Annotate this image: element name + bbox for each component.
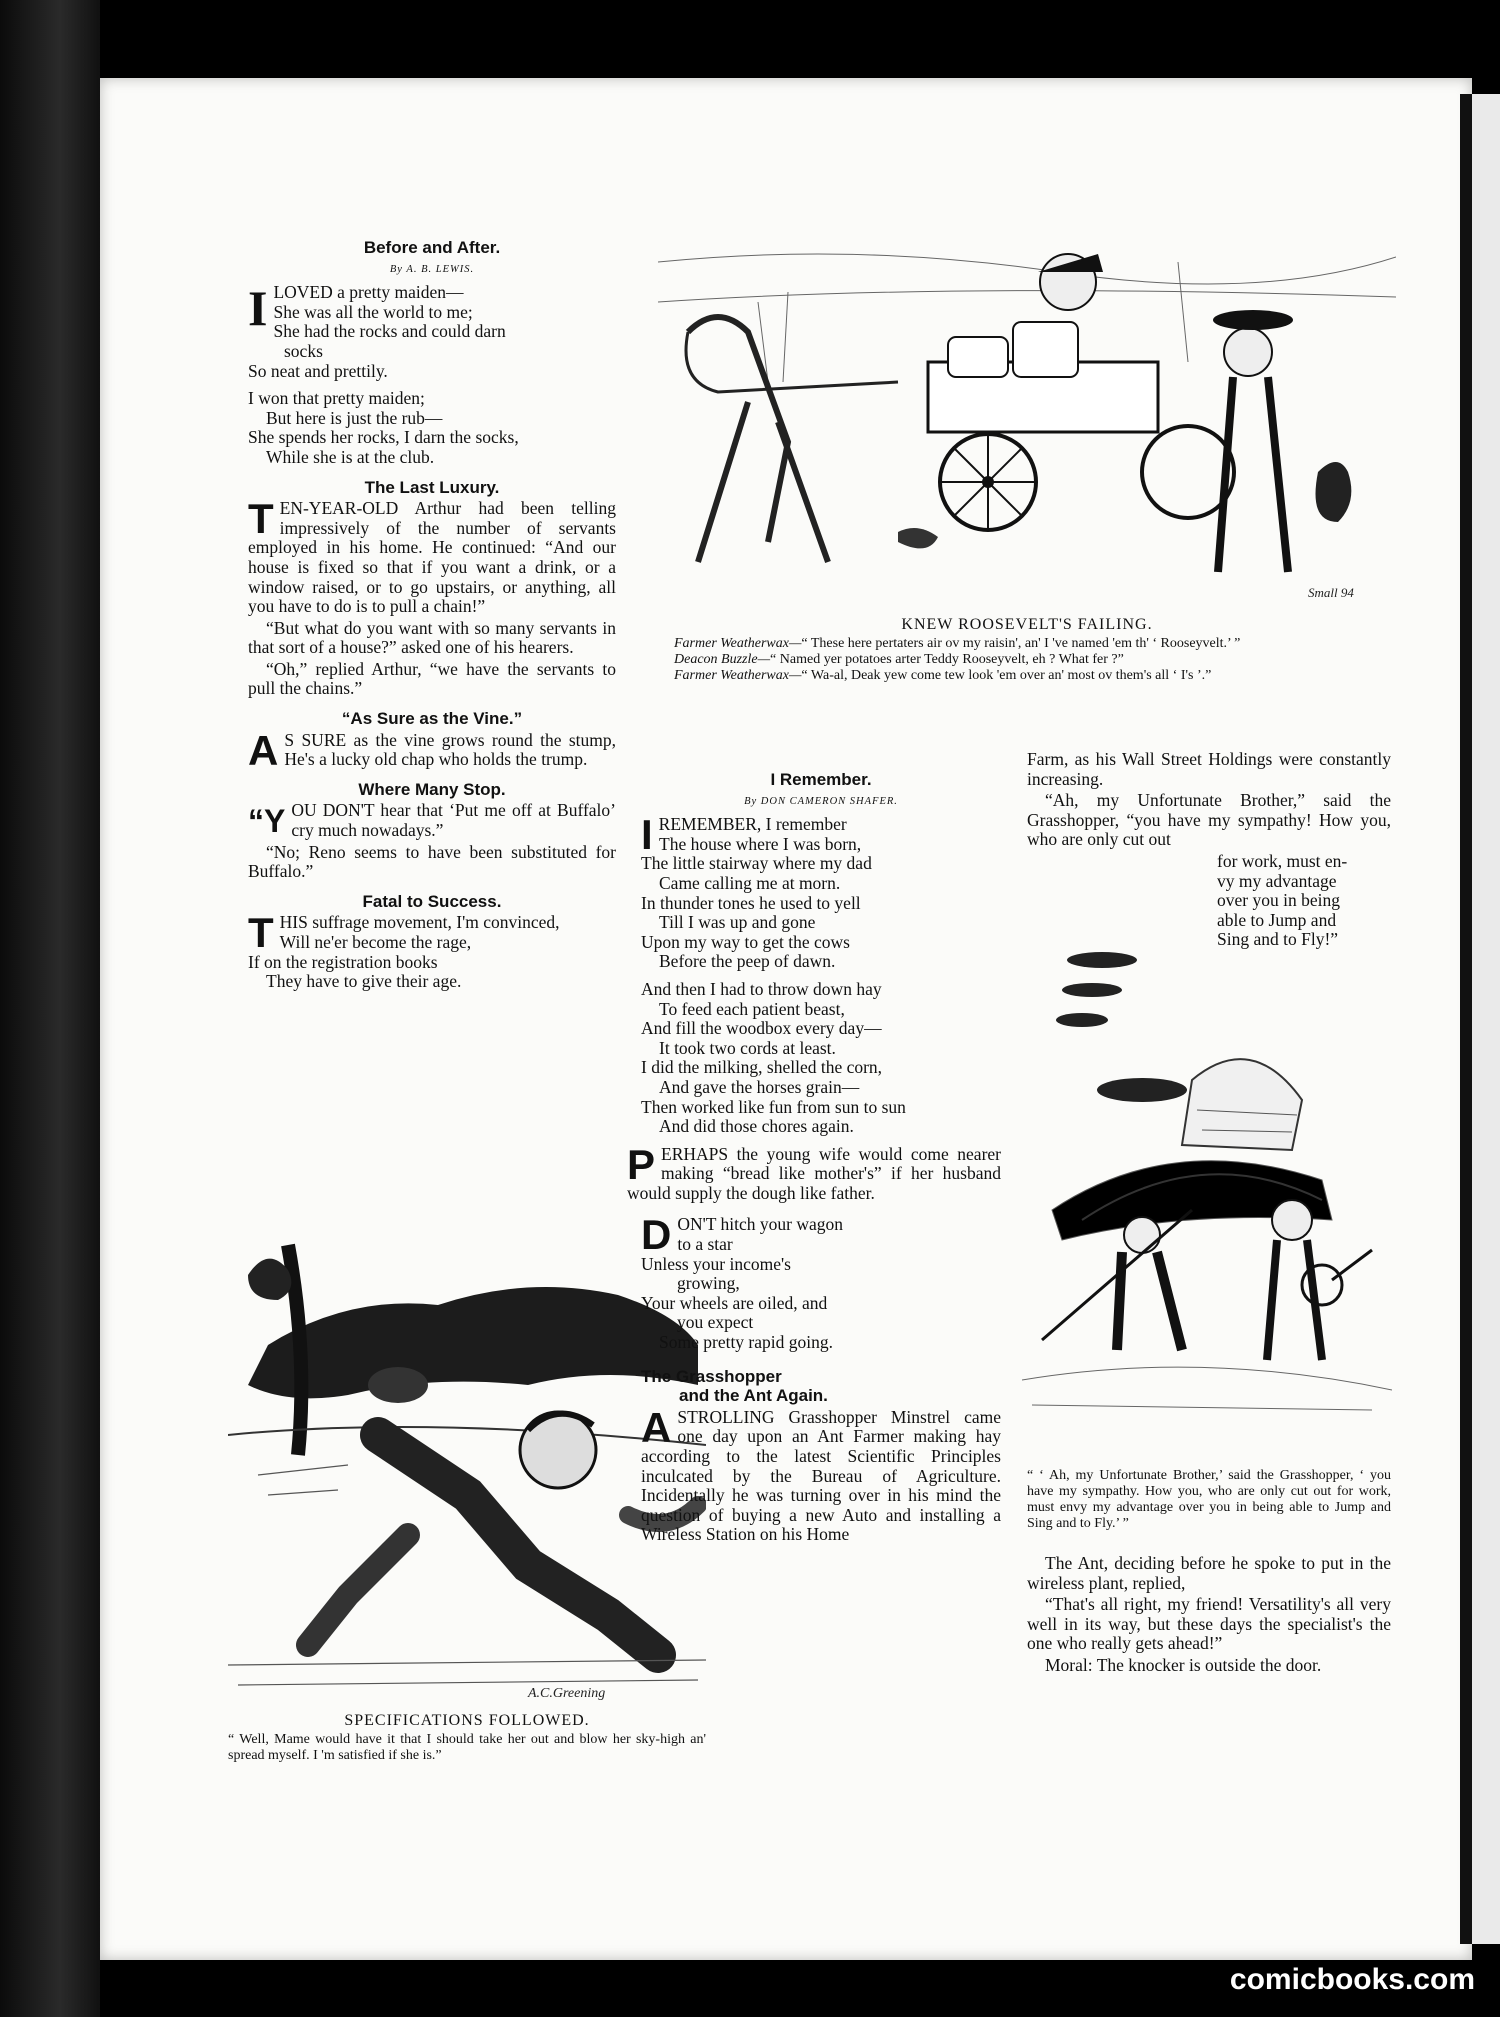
poem-before-after bbox=[248, 280, 616, 381]
poem-line: And did those chores again. bbox=[659, 1116, 854, 1137]
heading-fatal: Fatal to Success. bbox=[362, 891, 502, 911]
caption-title: KNEW ROOSEVELT'S FAILING. bbox=[901, 616, 1153, 633]
poem-line: I won that pretty maiden; bbox=[248, 388, 425, 409]
caption-grasshopper: “ ‘ Ah, my Unfortunate Brother,’ said the Grasshopper, ‘ you have my sympathy. How you, who are only cut out for work, must envy my advantage over you in being able to Jump and Sing and to Fly.’ ” bbox=[1027, 1468, 1391, 1531]
heading-grasshopper bbox=[641, 1367, 1001, 1406]
article-perhaps bbox=[627, 1140, 1001, 1204]
article-many-stop bbox=[248, 801, 616, 881]
drop-cap: “Y bbox=[248, 803, 286, 840]
site-watermark: comicbooks.com bbox=[1229, 1963, 1475, 1996]
paragraph-line: over you in being bbox=[1217, 890, 1340, 911]
paragraph-line: Sing and to Fly!” bbox=[1217, 929, 1339, 950]
illustration-roosevelt bbox=[658, 242, 1396, 610]
poem-line: Before the peep of dawn. bbox=[659, 951, 836, 972]
drop-cap: I bbox=[641, 811, 653, 859]
poem-line: I did the milking, shelled the corn, bbox=[641, 1057, 883, 1078]
dialogue-text: “ These here pertaters air ov my raisin', an' I 've named 'em th' ‘ Rooseyvelt.’ ” bbox=[801, 636, 1241, 651]
paragraph: Farm, as his Wall Street Holdings were constantly increasing. bbox=[1027, 749, 1391, 789]
paragraph: ERHAPS the young wife would come nearer making “bread like mother's” if her husband would supply the dough like father. bbox=[627, 1143, 1001, 1203]
byline-lewis: By A. B. LEWIS. bbox=[389, 263, 475, 275]
caption-dialogue-line bbox=[658, 668, 1396, 684]
drop-cap: A bbox=[641, 1403, 672, 1451]
paragraph: “That's all right, my friend! Versatility's all very well in its way, but these days the specialist's the one who really gets ahead!” bbox=[1027, 1594, 1391, 1654]
article-grasshopper bbox=[641, 1403, 1001, 1545]
poem-line: REMEMBER, I remember bbox=[658, 814, 847, 835]
poem-line: In thunder tones he used to yell bbox=[641, 892, 861, 913]
drop-cap: T bbox=[248, 495, 274, 543]
caption-roosevelt bbox=[658, 617, 1396, 684]
heading-last-luxury: The Last Luxury. bbox=[364, 477, 500, 497]
paragraph: S SURE as the vine grows round the stump, He's a lucky old chap who holds the trump. bbox=[284, 729, 616, 770]
poem-line: So neat and prettily. bbox=[248, 360, 388, 381]
paragraph: Moral: The knocker is outside the door. bbox=[1045, 1654, 1322, 1675]
poem-line: Some pretty rapid going. bbox=[659, 1332, 834, 1353]
paragraph: The Ant, deciding before he spoke to put in the wireless plant, replied, bbox=[1027, 1553, 1391, 1593]
poem-line: LOVED a pretty maiden— bbox=[273, 282, 464, 303]
poem-line: To feed each patient beast, bbox=[659, 998, 845, 1019]
poem-line: They have to give their age. bbox=[266, 971, 462, 992]
paragraph-line: able to Jump and bbox=[1217, 909, 1337, 930]
poem-line: Came calling me at morn. bbox=[659, 872, 841, 893]
caption-dialogue-line bbox=[658, 636, 1396, 652]
paragraph: “No; Reno seems to have been substituted for Buffalo.” bbox=[248, 841, 616, 882]
poem-line: to a star bbox=[677, 1234, 733, 1255]
paragraph: “Ah, my Unfortunate Brother,” said the Grasshopper, “you have my sympathy! How you, who are only cut out bbox=[1027, 790, 1391, 850]
poem-line: The house where I was born, bbox=[659, 833, 862, 854]
scan-border-left bbox=[0, 0, 100, 2017]
article-vine bbox=[248, 726, 616, 774]
paragraph: STROLLING Grasshopper Minstrel came one day upon an Ant Farmer making hay according to the latest Scientific Principles inculcated by the Bureau of Agriculture. Incidentally he was turning over in his mind the question of buying a new Auto and installing a Wireless Station on his Home bbox=[641, 1406, 1001, 1545]
drop-cap: D bbox=[641, 1211, 672, 1259]
paragraph-line: vy my advantage bbox=[1217, 870, 1337, 891]
column-left bbox=[248, 228, 616, 992]
artist-signature: Small 94 bbox=[1308, 585, 1354, 600]
poem-line: growing, bbox=[677, 1273, 740, 1294]
poem-line: socks bbox=[284, 340, 323, 361]
poem-line: Unless your income's bbox=[641, 1253, 791, 1274]
caption-dialogue-line bbox=[658, 652, 1396, 668]
drop-cap: I bbox=[248, 280, 268, 337]
drop-cap: T bbox=[248, 909, 274, 957]
poem-line: Then worked like fun from sun to sun bbox=[641, 1096, 906, 1117]
drop-cap: P bbox=[627, 1140, 656, 1188]
poem-line: ON'T hitch your wagon bbox=[677, 1214, 843, 1235]
illustration-specifications bbox=[228, 1235, 706, 1705]
article-grasshopper-ending bbox=[1027, 1554, 1391, 1676]
caption-specifications bbox=[228, 1713, 706, 1764]
paragraph-line: for work, must en- bbox=[1217, 850, 1348, 871]
heading-line: and the Ant Again. bbox=[679, 1386, 828, 1406]
poem-line: It took two cords at least. bbox=[659, 1037, 836, 1058]
column-middle bbox=[627, 760, 1001, 1547]
heading-vine: “As Sure as the Vine.” bbox=[341, 709, 523, 729]
heading-many-stop: Where Many Stop. bbox=[358, 779, 506, 799]
poem-before-after-2 bbox=[248, 389, 616, 467]
drop-cap: A bbox=[248, 726, 279, 774]
poem-dont-hitch bbox=[641, 1211, 1001, 1353]
speaker-name: Deacon Buzzle— bbox=[674, 652, 771, 667]
poem-i-remember bbox=[641, 811, 1001, 972]
poem-line: And fill the woodbox every day— bbox=[641, 1018, 882, 1039]
poem-line: And gave the horses grain— bbox=[659, 1076, 860, 1097]
paragraph: “Oh,” replied Arthur, “we have the servants to pull the chains.” bbox=[248, 658, 616, 699]
grasshopper-ant-drawing bbox=[1022, 880, 1392, 1435]
poem-line: But here is just the rub— bbox=[266, 407, 443, 428]
poem-line: Upon my way to get the cows bbox=[641, 931, 850, 952]
poem-line: She was all the world to me; bbox=[273, 301, 473, 322]
man-lying-drawing bbox=[228, 1235, 706, 1705]
paragraph: OU DON'T hear that ‘Put me off at Buffalo’ cry much nowadays.” bbox=[291, 800, 616, 841]
illustration-grasshopper-ant bbox=[1022, 880, 1392, 1435]
poem-line: And then I had to throw down hay bbox=[641, 978, 882, 999]
speaker-name: Farmer Weatherwax— bbox=[674, 668, 802, 683]
next-page-edge bbox=[1472, 94, 1500, 1944]
dialogue-text: “ Wa-al, Deak yew come tew look 'em over an' most ov them's all ‘ I's ’.” bbox=[801, 668, 1212, 683]
byline-shafer: By DON CAMERON SHAFER. bbox=[744, 795, 898, 807]
caption-text: “ Well, Mame would have it that I should take her out and blow her sky-high an' spread myself. I 'm satisfied if she is.” bbox=[228, 1732, 706, 1763]
poem-line: you expect bbox=[677, 1312, 754, 1333]
poem-line: She spends her rocks, I darn the socks, bbox=[248, 427, 519, 448]
poem-line: The little stairway where my dad bbox=[641, 853, 872, 874]
heading-line: The Grasshopper bbox=[641, 1366, 782, 1386]
article-last-luxury bbox=[248, 495, 616, 699]
poem-line: HIS suffrage movement, I'm convinced, bbox=[279, 912, 560, 933]
heading-before-after: Before and After. bbox=[363, 238, 501, 257]
dialogue-text: “ Named yer potatoes arter Teddy Rooseyvelt, eh ? What fer ?” bbox=[770, 652, 1124, 667]
paragraph: “But what do you want with so many servants in that sort of a house?” asked one of his hearers. bbox=[248, 617, 616, 658]
poem-line: Your wheels are oiled, and bbox=[641, 1292, 828, 1313]
poem-i-remember-2 bbox=[641, 980, 1001, 1137]
paragraph: EN-YEAR-OLD Arthur had been telling impressively of the number of servants employed in his home. He continued: “And our house is fixed so that if you want a drink, or a window raised, or to go upstairs, or anything, all you have to do is to pull a chain!” bbox=[248, 498, 616, 617]
heading-i-remember: I Remember. bbox=[770, 770, 872, 789]
column-right-lower bbox=[1027, 1468, 1391, 1678]
caption-title: SPECIFICATIONS FOLLOWED. bbox=[344, 1712, 590, 1729]
poem-line: While she is at the club. bbox=[266, 446, 435, 467]
poem-line: If on the registration books bbox=[248, 951, 438, 972]
poem-line: She had the rocks and could darn bbox=[273, 321, 506, 342]
speaker-name: Farmer Weatherwax— bbox=[674, 636, 802, 651]
wagon-farmers-drawing bbox=[658, 242, 1396, 610]
poem-line: Till I was up and gone bbox=[659, 912, 816, 933]
poem-line: Will ne'er become the rage, bbox=[279, 932, 472, 952]
poem-fatal bbox=[248, 909, 616, 992]
artist-signature: A.C.Greening bbox=[528, 1686, 606, 1701]
